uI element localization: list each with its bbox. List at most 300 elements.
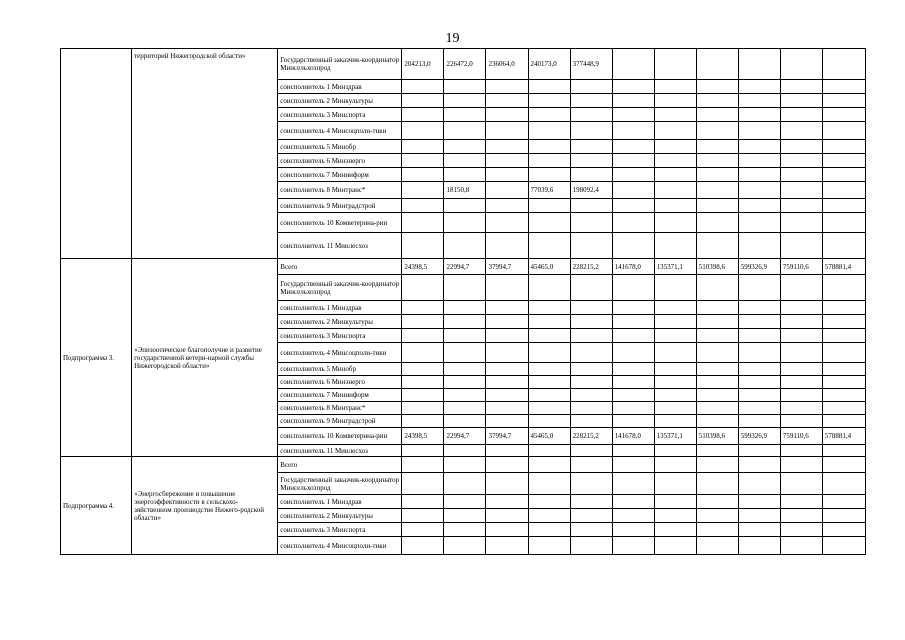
value-cell — [444, 509, 486, 523]
value-cell: 759110,6 — [780, 428, 822, 445]
value-cell — [780, 523, 822, 537]
value-cell — [612, 301, 654, 315]
value-cell — [402, 213, 444, 233]
value-cell — [612, 445, 654, 457]
value-cell — [654, 154, 696, 168]
value-cell — [696, 376, 738, 389]
value-cell — [486, 315, 528, 329]
value-cell — [570, 343, 612, 363]
value-cell — [696, 154, 738, 168]
value-cell — [654, 275, 696, 301]
value-cell — [570, 402, 612, 415]
value-cell — [528, 473, 570, 495]
value-cell — [654, 329, 696, 343]
value-cell — [402, 233, 444, 259]
value-cell — [570, 329, 612, 343]
value-cell — [402, 182, 444, 199]
value-cell — [612, 94, 654, 108]
value-cell — [738, 389, 780, 402]
value-cell — [654, 182, 696, 199]
value-cell — [780, 457, 822, 473]
value-cell: 45465,0 — [528, 428, 570, 445]
value-cell — [444, 301, 486, 315]
executor-cell: соисполнитель 3 Минспорта — [278, 523, 402, 537]
executor-cell: соисполнитель 10 Комветерина-рии — [278, 428, 402, 445]
value-cell — [822, 523, 865, 537]
executor-cell: Всего — [278, 457, 402, 473]
subprogram-number — [61, 49, 132, 259]
value-cell — [738, 122, 780, 140]
value-cell — [528, 363, 570, 376]
value-cell — [486, 94, 528, 108]
value-cell — [780, 537, 822, 555]
value-cell — [696, 537, 738, 555]
value-cell — [612, 537, 654, 555]
value-cell — [738, 415, 780, 428]
executor-cell: Всего — [278, 259, 402, 275]
value-cell — [738, 473, 780, 495]
executor-cell: Государственный заказчик-координатор Минсельхозпрод — [278, 275, 402, 301]
value-cell — [612, 122, 654, 140]
value-cell — [570, 301, 612, 315]
value-cell — [696, 94, 738, 108]
value-cell — [570, 108, 612, 122]
value-cell — [486, 275, 528, 301]
value-cell — [612, 523, 654, 537]
value-cell — [822, 168, 865, 182]
value-cell — [822, 402, 865, 415]
value-cell — [696, 495, 738, 509]
value-cell — [486, 473, 528, 495]
value-cell — [402, 154, 444, 168]
value-cell — [528, 94, 570, 108]
subprogram-title: «Энергосбережение и повышение энергоэффективности в сельскохо-зяйственном производстве Нижего-родской области» — [132, 457, 278, 555]
value-cell — [822, 275, 865, 301]
value-cell — [738, 509, 780, 523]
value-cell — [570, 495, 612, 509]
subprogram-title: территорий Нижегородской области» — [132, 49, 278, 259]
value-cell — [612, 457, 654, 473]
value-cell — [696, 233, 738, 259]
value-cell — [780, 233, 822, 259]
value-cell — [654, 445, 696, 457]
funding-table — [60, 48, 866, 555]
value-cell — [402, 329, 444, 343]
executor-cell: соисполнитель 6 Минэнерго — [278, 376, 402, 389]
value-cell — [654, 108, 696, 122]
value-cell: 141678,0 — [612, 259, 654, 275]
value-cell — [780, 154, 822, 168]
value-cell — [444, 108, 486, 122]
value-cell — [822, 94, 865, 108]
value-cell — [738, 523, 780, 537]
value-cell: 18150,8 — [444, 182, 486, 199]
value-cell — [402, 415, 444, 428]
value-cell — [822, 445, 865, 457]
value-cell — [528, 457, 570, 473]
value-cell — [696, 213, 738, 233]
value-cell: 236064,0 — [486, 49, 528, 80]
value-cell — [486, 108, 528, 122]
value-cell — [570, 168, 612, 182]
value-cell — [654, 495, 696, 509]
value-cell: 599326,9 — [738, 259, 780, 275]
value-cell — [402, 495, 444, 509]
value-cell — [654, 213, 696, 233]
value-cell — [528, 122, 570, 140]
value-cell — [528, 199, 570, 213]
value-cell — [444, 343, 486, 363]
value-cell — [570, 80, 612, 94]
value-cell — [528, 140, 570, 154]
value-cell — [738, 108, 780, 122]
executor-cell: соисполнитель 2 Минкультуры — [278, 509, 402, 523]
value-cell — [486, 301, 528, 315]
value-cell — [528, 389, 570, 402]
value-cell — [528, 495, 570, 509]
value-cell — [822, 182, 865, 199]
value-cell — [780, 445, 822, 457]
value-cell — [612, 509, 654, 523]
value-cell — [402, 363, 444, 376]
value-cell — [486, 140, 528, 154]
value-cell — [822, 140, 865, 154]
value-cell — [444, 315, 486, 329]
value-cell: 510398,6 — [696, 259, 738, 275]
value-cell — [654, 402, 696, 415]
value-cell — [486, 329, 528, 343]
executor-cell: соисполнитель 4 Минсоцполи-тики — [278, 343, 402, 363]
value-cell: 228215,2 — [570, 428, 612, 445]
value-cell — [402, 509, 444, 523]
executor-cell: соисполнитель 3 Минспорта — [278, 108, 402, 122]
value-cell — [528, 329, 570, 343]
value-cell — [780, 108, 822, 122]
value-cell — [486, 168, 528, 182]
value-cell — [486, 80, 528, 94]
value-cell — [570, 363, 612, 376]
value-cell — [738, 94, 780, 108]
executor-cell: соисполнитель 2 Минкультуры — [278, 315, 402, 329]
value-cell: 141678,0 — [612, 428, 654, 445]
value-cell — [402, 315, 444, 329]
value-cell — [654, 233, 696, 259]
value-cell — [612, 154, 654, 168]
value-cell — [738, 315, 780, 329]
value-cell — [486, 509, 528, 523]
value-cell — [780, 199, 822, 213]
value-cell — [528, 213, 570, 233]
value-cell — [612, 473, 654, 495]
value-cell — [696, 402, 738, 415]
executor-cell: соисполнитель 7 Мининформ — [278, 389, 402, 402]
value-cell — [486, 213, 528, 233]
value-cell — [780, 329, 822, 343]
value-cell — [570, 389, 612, 402]
executor-cell: соисполнитель 9 Минградстрой — [278, 415, 402, 428]
value-cell — [654, 94, 696, 108]
value-cell — [486, 343, 528, 363]
executor-cell: соисполнитель 2 Минкультуры — [278, 94, 402, 108]
executor-cell: соисполнитель 11 Минлесхоз — [278, 233, 402, 259]
executor-cell: соисполнитель 5 Минобр — [278, 363, 402, 376]
value-cell: 228215,2 — [570, 259, 612, 275]
value-cell — [822, 537, 865, 555]
value-cell — [822, 329, 865, 343]
value-cell — [654, 80, 696, 94]
value-cell — [444, 168, 486, 182]
value-cell — [780, 168, 822, 182]
value-cell — [654, 199, 696, 213]
value-cell — [822, 495, 865, 509]
value-cell — [402, 301, 444, 315]
value-cell — [612, 108, 654, 122]
value-cell — [402, 108, 444, 122]
value-cell — [738, 213, 780, 233]
value-cell: 77039,6 — [528, 182, 570, 199]
value-cell — [486, 122, 528, 140]
value-cell — [696, 457, 738, 473]
executor-cell: соисполнитель 1 Минздрав — [278, 495, 402, 509]
value-cell — [738, 495, 780, 509]
value-cell — [654, 457, 696, 473]
value-cell — [780, 363, 822, 376]
value-cell — [444, 154, 486, 168]
value-cell — [444, 415, 486, 428]
value-cell — [822, 199, 865, 213]
value-cell — [612, 376, 654, 389]
value-cell — [612, 275, 654, 301]
executor-cell: соисполнитель 7 Мининформ — [278, 168, 402, 182]
value-cell — [402, 389, 444, 402]
value-cell — [528, 445, 570, 457]
value-cell — [822, 213, 865, 233]
value-cell — [570, 199, 612, 213]
value-cell — [444, 457, 486, 473]
value-cell — [444, 445, 486, 457]
value-cell — [696, 199, 738, 213]
value-cell — [486, 445, 528, 457]
value-cell — [738, 199, 780, 213]
value-cell — [738, 445, 780, 457]
value-cell — [528, 402, 570, 415]
value-cell — [654, 301, 696, 315]
value-cell — [528, 108, 570, 122]
value-cell: 198092,4 — [570, 182, 612, 199]
value-cell — [570, 94, 612, 108]
value-cell — [822, 343, 865, 363]
value-cell — [444, 402, 486, 415]
value-cell — [444, 473, 486, 495]
value-cell — [444, 329, 486, 343]
value-cell — [402, 199, 444, 213]
value-cell — [822, 473, 865, 495]
value-cell — [570, 509, 612, 523]
value-cell: 204213,0 — [402, 49, 444, 80]
value-cell — [570, 415, 612, 428]
executor-cell: соисполнитель 8 Минтранс* — [278, 182, 402, 199]
value-cell — [822, 457, 865, 473]
value-cell — [444, 389, 486, 402]
value-cell: 37994,7 — [486, 428, 528, 445]
value-cell — [402, 376, 444, 389]
subprogram-title: «Эпизоотическое благополучие и развитие государственной ветери-нарной службы Нижегородской области» — [132, 259, 278, 457]
value-cell — [822, 154, 865, 168]
executor-cell: соисполнитель 9 Минградстрой — [278, 199, 402, 213]
value-cell — [486, 154, 528, 168]
value-cell — [486, 537, 528, 555]
value-cell — [486, 457, 528, 473]
value-cell — [654, 415, 696, 428]
value-cell — [612, 49, 654, 80]
value-cell — [822, 233, 865, 259]
value-cell — [822, 315, 865, 329]
value-cell — [486, 402, 528, 415]
value-cell — [738, 80, 780, 94]
subprogram-number: Подпрограмма 3. — [61, 259, 132, 457]
value-cell — [654, 509, 696, 523]
value-cell — [738, 363, 780, 376]
value-cell — [444, 495, 486, 509]
value-cell — [738, 275, 780, 301]
value-cell — [486, 233, 528, 259]
value-cell — [780, 389, 822, 402]
value-cell — [402, 140, 444, 154]
value-cell: 37994,7 — [486, 259, 528, 275]
value-cell — [822, 376, 865, 389]
value-cell — [822, 108, 865, 122]
executor-cell: соисполнитель 4 Минсоцполи-тики — [278, 122, 402, 140]
value-cell — [822, 122, 865, 140]
value-cell — [444, 140, 486, 154]
value-cell — [738, 301, 780, 315]
value-cell — [738, 537, 780, 555]
value-cell — [654, 523, 696, 537]
value-cell — [402, 445, 444, 457]
value-cell — [528, 415, 570, 428]
value-cell — [528, 315, 570, 329]
value-cell — [570, 376, 612, 389]
value-cell — [696, 473, 738, 495]
value-cell — [738, 457, 780, 473]
value-cell — [780, 213, 822, 233]
value-cell — [654, 140, 696, 154]
value-cell — [528, 301, 570, 315]
value-cell — [402, 343, 444, 363]
value-cell — [402, 122, 444, 140]
table-row — [61, 49, 866, 80]
value-cell — [696, 363, 738, 376]
value-cell — [570, 140, 612, 154]
value-cell — [738, 154, 780, 168]
executor-cell: соисполнитель 6 Минэнерго — [278, 154, 402, 168]
executor-cell: соисполнитель 1 Минздрав — [278, 80, 402, 94]
value-cell — [696, 122, 738, 140]
value-cell — [570, 122, 612, 140]
value-cell: 22994,7 — [444, 259, 486, 275]
value-cell — [402, 94, 444, 108]
value-cell — [612, 80, 654, 94]
value-cell — [738, 402, 780, 415]
subprogram-number: Подпрограмма 4. — [61, 457, 132, 555]
value-cell — [444, 199, 486, 213]
value-cell — [402, 402, 444, 415]
value-cell — [738, 376, 780, 389]
value-cell — [612, 402, 654, 415]
value-cell — [444, 213, 486, 233]
value-cell — [570, 233, 612, 259]
value-cell — [570, 523, 612, 537]
value-cell — [570, 537, 612, 555]
value-cell — [780, 275, 822, 301]
value-cell: 578881,4 — [822, 259, 865, 275]
executor-cell: соисполнитель 5 Минобр — [278, 140, 402, 154]
value-cell — [612, 213, 654, 233]
value-cell — [570, 445, 612, 457]
value-cell — [738, 49, 780, 80]
value-cell — [528, 523, 570, 537]
value-cell — [696, 108, 738, 122]
value-cell — [822, 49, 865, 80]
table-row — [61, 259, 866, 275]
value-cell — [654, 363, 696, 376]
value-cell — [612, 233, 654, 259]
value-cell — [696, 301, 738, 315]
value-cell — [612, 168, 654, 182]
value-cell — [696, 509, 738, 523]
value-cell — [780, 140, 822, 154]
value-cell — [444, 94, 486, 108]
value-cell — [738, 182, 780, 199]
value-cell — [654, 389, 696, 402]
value-cell — [486, 389, 528, 402]
value-cell — [780, 415, 822, 428]
value-cell — [444, 275, 486, 301]
value-cell — [528, 168, 570, 182]
value-cell — [612, 343, 654, 363]
value-cell — [654, 376, 696, 389]
value-cell — [528, 154, 570, 168]
value-cell — [738, 329, 780, 343]
value-cell — [696, 415, 738, 428]
value-cell — [696, 140, 738, 154]
executor-cell: соисполнитель 11 Минлесхоз — [278, 445, 402, 457]
value-cell — [612, 315, 654, 329]
value-cell: 135371,1 — [654, 428, 696, 445]
value-cell — [528, 343, 570, 363]
value-cell — [612, 199, 654, 213]
value-cell — [654, 343, 696, 363]
value-cell — [654, 49, 696, 80]
value-cell: 135371,1 — [654, 259, 696, 275]
value-cell — [822, 363, 865, 376]
value-cell — [780, 315, 822, 329]
value-cell — [780, 182, 822, 199]
value-cell — [402, 523, 444, 537]
executor-cell: Государственный заказчик-координатор Минсельхозпрод — [278, 473, 402, 495]
value-cell — [654, 168, 696, 182]
executor-cell: соисполнитель 10 Комветерина-рии — [278, 213, 402, 233]
value-cell — [444, 376, 486, 389]
value-cell: 759110,6 — [780, 259, 822, 275]
value-cell — [444, 363, 486, 376]
value-cell — [570, 315, 612, 329]
value-cell — [402, 457, 444, 473]
value-cell — [696, 49, 738, 80]
value-cell — [696, 329, 738, 343]
value-cell — [780, 376, 822, 389]
value-cell — [780, 343, 822, 363]
